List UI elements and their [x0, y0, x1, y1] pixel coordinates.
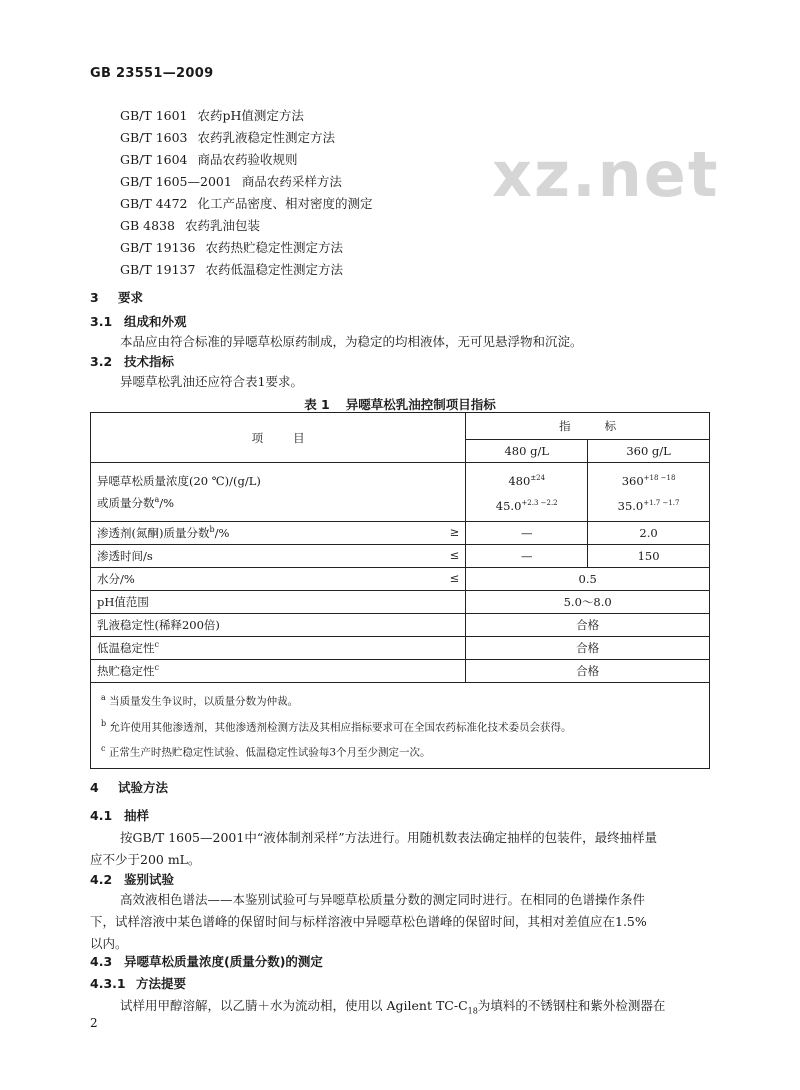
table-footnotes	[91, 683, 710, 769]
spec-table	[90, 412, 710, 769]
table-cell-merged: 0.5	[466, 568, 710, 591]
table-row	[91, 545, 710, 568]
section-heading-3-1: 3.1 组成和外观	[90, 314, 187, 329]
table-col-480: 480 g/L	[466, 440, 588, 463]
reference-item	[120, 106, 304, 124]
table-header-item: 项目	[91, 413, 466, 463]
reference-title: 农药乳液稳定性测定方法	[197, 130, 336, 145]
section-heading-4-2: 4.2 鉴别试验	[90, 872, 175, 887]
reference-code: GB/T 1601	[120, 108, 188, 123]
reference-title: 农药乳油包装	[184, 218, 260, 233]
page-number: 2	[90, 1016, 98, 1030]
table-row	[91, 614, 710, 637]
reference-code: GB/T 1603	[120, 130, 188, 145]
table-caption: 表 1 异噁草松乳油控制项目指标	[304, 397, 496, 412]
reference-item	[120, 194, 373, 212]
reference-code: GB/T 1605—2001	[120, 174, 232, 189]
table-row	[91, 522, 710, 545]
watermark: xz.net	[492, 138, 720, 211]
section-heading-4-3-1: 4.3.1 方法提要	[90, 976, 187, 991]
paragraph-4-2-line: 下，试样溶液中某色谱峰的保留时间与标样溶液中异噁草松色谱峰的保留时间，其相对差值应在1.5%	[90, 914, 647, 929]
paragraph-4-3-1-line: 试样用甲醇溶解，以乙腈＋水为流动相，使用以 Agilent $TC-C_{18}$为填料的不锈钢柱和紫外检测器在	[120, 998, 666, 1016]
table-row	[91, 637, 710, 660]
reference-item	[120, 216, 260, 234]
table-cell-360: $360^{+18 -18}$ $35.0^{+1.7 -1.7}$	[588, 463, 710, 522]
paragraph-4-1-line: 按GB/T 1605—2001中“液体制剂采样”方法进行。用随机数表法确定抽样的包装件，最终抽样量	[120, 830, 658, 845]
comparison-symbol: ≥	[449, 525, 460, 539]
table-row	[91, 463, 710, 522]
table-cell-label: 渗透时间/s ≤	[91, 545, 466, 568]
section-heading-3: 3 要求	[90, 290, 144, 305]
paragraph-3-2: 异噁草松乳油还应符合表1要求。	[120, 374, 303, 389]
table-cell-480: $480^{\pm 24}$ $45.0^{+2.3 -2.2}$	[466, 463, 588, 522]
reference-item	[120, 128, 335, 146]
reference-item	[120, 172, 342, 190]
reference-item	[120, 238, 343, 256]
table-cell-merged: 合格	[466, 637, 710, 660]
table-cell-merged: 合格	[466, 660, 710, 683]
reference-title: 商品农药采样方法	[241, 174, 342, 189]
reference-title: 农药热贮稳定性测定方法	[205, 240, 343, 255]
reference-title: 农药低温稳定性测定方法	[205, 262, 343, 277]
table-cell-label: pH值范围	[91, 591, 466, 614]
table-cell-label: 水分/% ≤	[91, 568, 466, 591]
table-cell-label: 乳液稳定性(稀释200倍)	[91, 614, 466, 637]
comparison-symbol: ≤	[449, 548, 460, 562]
footnote: $^b$ 允许使用其他渗透剂，其他渗透剂检测方法及其相应指标要求可在全国农药标准化技术委员会获得。	[101, 718, 572, 733]
section-heading-4: 4 试验方法	[90, 780, 169, 795]
table-row	[91, 568, 710, 591]
footnote: $^c$ 正常生产时热贮稳定性试验、低温稳定性试验每3个月至少测定一次。	[101, 744, 431, 759]
reference-code: GB/T 19137	[120, 262, 196, 277]
section-heading-4-3: 4.3 异噁草松质量浓度(质量分数)的测定	[90, 954, 323, 969]
table-cell-480: —	[466, 522, 588, 545]
paragraph-4-2-line: 以内。	[90, 936, 128, 951]
section-heading-3-2: 3.2 技术指标	[90, 354, 175, 369]
reference-code: GB/T 4472	[120, 196, 188, 211]
paragraph-4-1-line: 应不少于200 mL。	[90, 852, 201, 867]
reference-code: GB 4838	[120, 218, 175, 233]
footnote: $^a$ 当质量发生争议时，以质量分数为仲裁。	[101, 693, 299, 708]
reference-title: 商品农药验收规则	[197, 152, 298, 167]
reference-title: 化工产品密度、相对密度的测定	[197, 196, 373, 211]
comparison-symbol: ≤	[449, 571, 460, 585]
table-cell-merged: 合格	[466, 614, 710, 637]
table-cell-label: 异噁草松质量浓度(20 ℃)/(g/L) 或质量分数$^a$/%	[91, 463, 466, 522]
table-cell-label: 渗透剂(氮酮)质量分数$^b$/% ≥	[91, 522, 466, 545]
table-cell-480: —	[466, 545, 588, 568]
paragraph-3-1: 本品应由符合标准的异噁草松原药制成，为稳定的均相液体，无可见悬浮物和沉淀。	[120, 334, 583, 349]
reference-code: GB/T 1604	[120, 152, 188, 167]
paragraph-4-2-line: 高效液相色谱法——本鉴别试验可与异噁草松质量分数的测定同时进行。在相同的色谱操作条件	[120, 892, 646, 907]
table-cell-360: 2.0	[588, 522, 710, 545]
table-cell-label: 热贮稳定性$^c$	[91, 660, 466, 683]
reference-item	[120, 260, 343, 278]
table-cell-label: 低温稳定性$^c$	[91, 637, 466, 660]
reference-title: 农药pH值测定方法	[197, 108, 304, 123]
table-cell-merged: 5.0～8.0	[466, 591, 710, 614]
reference-item	[120, 150, 298, 168]
table-row	[91, 660, 710, 683]
standard-number-header: GB 23551—2009	[90, 66, 214, 81]
table-row	[91, 591, 710, 614]
table-col-360: 360 g/L	[588, 440, 710, 463]
reference-code: GB/T 19136	[120, 240, 196, 255]
table-header-spec: 指标	[466, 413, 710, 440]
table-cell-360: 150	[588, 545, 710, 568]
section-heading-4-1: 4.1 抽样	[90, 808, 150, 823]
